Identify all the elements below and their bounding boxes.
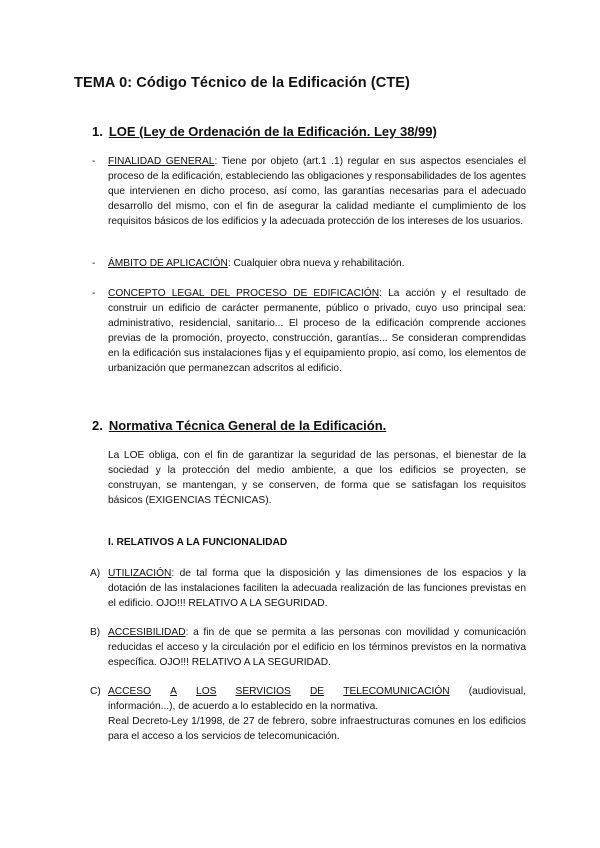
item-label: ÁMBITO DE APLICACIÓN bbox=[108, 258, 228, 269]
list-item-telecom bbox=[108, 684, 526, 744]
item-text: información...), de acuerdo a lo establecido en la normativa. bbox=[108, 701, 379, 712]
bullet-marker: - bbox=[92, 156, 96, 167]
item-text: Tiene por objeto (art.1 .1) regular en sus aspectos esenciales el proceso de la edificación, estableciendo las obligaciones y responsabilidades de los agentes que intervienen en dicho proceso, así como, las garantías necesarias para el adecuado desarrollo del mismo, con el fin de asegurar la calidad mediante el cumplimiento de los requisitos básicos de los edificios y la adecuada protección de los intereses de los usuarios. bbox=[108, 156, 526, 227]
list-item-ambito: ÁMBITO DE APLICACIÓN: Cualquier obra nueva y rehabilitación. bbox=[108, 258, 405, 269]
item-text: Cualquier obra nueva y rehabilitación. bbox=[230, 258, 405, 269]
bullet-marker: - bbox=[92, 258, 96, 269]
section-1-heading bbox=[92, 124, 437, 139]
item-text: La acción y el resultado de construir un edificio de carácter permanente, público o privado, cuyo uso principal sea: administrativo, residencial, sanitario... El proceso de la edificación comprende acciones previas de la promoción, proyecto, construcción, garantías... Se consideran comprendidas en la edificación sus instalaciones fijas y el equipamiento propio, así como, los elementos de urbanización que permanezcan adscritos al edificio. bbox=[108, 288, 526, 374]
section-2-heading bbox=[92, 418, 386, 433]
section-1-number: 1. bbox=[92, 124, 103, 139]
item-label: FINALIDAD GENERAL bbox=[108, 156, 215, 167]
item-note: Real Decreto-Ley 1/1998, de 27 de febrero, sobre infraestructuras comunes en los edificios para el acceso a los servicios de telecomunicación. bbox=[108, 716, 526, 742]
item-label: ACCESIBILIDAD bbox=[108, 627, 186, 638]
item-label: UTILIZACIÓN bbox=[108, 568, 172, 579]
list-item-concepto: CONCEPTO LEGAL DEL PROCESO DE EDIFICACIÓN: La acción y el resultado de construir un edificio de carácter permanente, público o privado, cuyo uso principal sea: administrativo, residencial, sanitario... El proceso de la edificación comprende acciones previas de la promoción, proyecto, construcción, garantías... Se consideran comprendidas en la edificación sus instalaciones fijas y el equipamiento propio, así como, los elementos de urbanización que permanezcan adscritos al edificio. bbox=[108, 288, 526, 374]
section-1-title: LOE (Ley de Ordenación de la Edificación. Ley 38/99) bbox=[108, 124, 437, 139]
section-2-intro: La LOE obliga, con el fin de garantizar la seguridad de las personas, el bienestar de la sociedad y la protección del medio ambiente, a que los edificios se proyecten, se construyan, se mantengan, y se conserven, de forma que se satisfagan los requisitos básicos (EXIGENCIAS TÉCNICAS). bbox=[108, 450, 526, 506]
bullet-marker: - bbox=[92, 288, 96, 299]
item-label: CONCEPTO LEGAL DEL PROCESO DE EDIFICACIÓN bbox=[108, 288, 380, 299]
list-item-finalidad: FINALIDAD GENERAL: Tiene por objeto (art.1 .1) regular en sus aspectos esenciales el proceso de la edificación, estableciendo las obligaciones y responsabilidades de los agentes que intervienen en dicho proceso, así como, las garantías necesarias para el adecuado desarrollo del mismo, con el fin de asegurar la calidad mediante el cumplimiento de los requisitos básicos de los edificios y la adecuada protección de los intereses de los usuarios. bbox=[108, 156, 526, 227]
item-marker: C) bbox=[90, 686, 101, 697]
list-item-utilizacion: UTILIZACIÓN: de tal forma que la disposición y las dimensiones de los espacios y la dotación de las instalaciones faciliten la adecuada realización de las funciones previstas en el edificio. OJO!!! RELATIVO A LA SEGURIDAD. bbox=[108, 568, 526, 609]
item-marker: B) bbox=[90, 627, 101, 638]
section-2-number: 2. bbox=[92, 418, 103, 433]
telecom-label-line: ACCESO A LOS SERVICIOS DE TELECOMUNICACIÓN (audiovisual, bbox=[108, 686, 526, 697]
telecom-tail: (audiovisual, bbox=[468, 686, 526, 697]
section-2-title: Normativa Técnica General de la Edificación. bbox=[108, 418, 387, 433]
item-text: de tal forma que la disposición y las dimensiones de los espacios y la dotación de las instalaciones faciliten la adecuada realización de las funciones previstas en el edificio. OJO!!! RELATIVO A LA SEGURIDAD. bbox=[108, 568, 526, 609]
page-title: TEMA 0: Código Técnico de la Edificación (CTE) bbox=[74, 75, 410, 91]
item-marker: A) bbox=[90, 568, 101, 579]
list-item-accesibilidad: ACCESIBILIDAD: a fin de que se permita a las personas con movilidad y comunicación reducidas el acceso y la circulación por el edificio en los términos previstos en la normativa específica. OJO!!! RELATIVO A LA SEGURIDAD. bbox=[108, 627, 526, 668]
item-text: a fin de que se permita a las personas con movilidad y comunicación reducidas el acceso y la circulación por el edificio en los términos previstos en la normativa específica. OJO!!! RELATIVO A LA SEGURIDAD. bbox=[108, 627, 526, 668]
subheading-funcionalidad: I. RELATIVOS A LA FUNCIONALIDAD bbox=[108, 537, 288, 548]
